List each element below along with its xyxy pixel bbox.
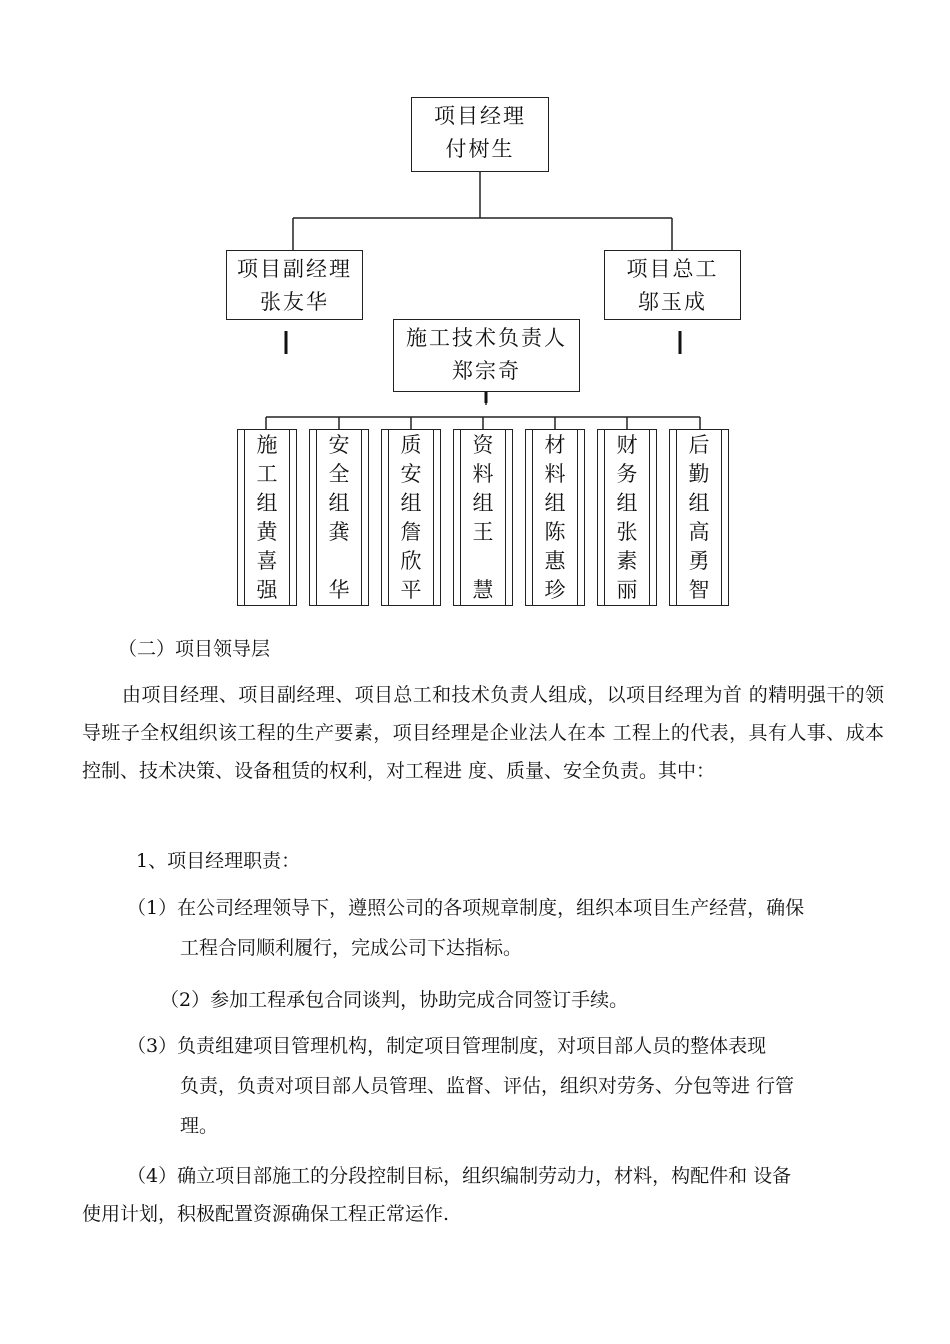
group-char: 组 [328,491,350,515]
group-char: 华 [328,578,350,602]
item-1-line-2: 工程合同顺利履行，完成公司下达指标。 [180,937,523,959]
tech-lead-title: 施工技术负责人 [406,326,567,350]
item-3-line-2: 负责，负责对项目部人员管理、监督、评估，组织对劳务、分包等进 行管 [180,1075,795,1097]
group-char: 惠 [544,549,566,573]
group-char: 勇 [688,549,710,573]
group-char: 料 [472,462,494,486]
group-char: 全 [328,462,350,486]
group-box-quality [381,429,441,606]
group-box-documents [453,429,513,606]
group-char: 平 [400,578,422,602]
duties-heading: 1、项目经理职责： [136,850,301,872]
item-4-line-2: 使用计划，积极配置资源确保工程正常运作. [82,1203,450,1225]
group-char: 组 [256,491,278,515]
item-4-line-1: （4）确立项目部施工的分段控制目标，组织编制劳动力，材料，构配件和 设备 [127,1165,792,1187]
section-heading: （二）项目领导层 [118,638,271,660]
group-char [454,547,512,576]
intro-paragraph: 由项目经理、项目副经理、项目总工和技术负责人组成，以项目经理为首 的精明强干的领导班子全权组织该工程的生产要素，项目经理是企业法人在本 工程上的代表，具有人事、成本控制、技术决策、设备租赁的权利，对工程进 度、质量、安全负责。其中： [82,684,884,782]
item-1-line-1: （1）在公司经理领导下，遵照公司的各项规章制度，组织本项目生产经营，确保 [127,897,805,919]
group-char: 质 [400,433,422,457]
group-char: 智 [688,578,710,602]
group-char: 龚 [328,520,350,544]
group-char: 陈 [544,520,566,544]
group-char: 组 [400,491,422,515]
group-box-finance [597,429,657,606]
org-chart [0,0,950,620]
group-char: 资 [472,433,494,457]
group-char: 后 [688,433,710,457]
group-char: 强 [256,578,278,602]
item-3-line-3: 理。 [180,1115,219,1137]
manager-title: 项目经理 [434,104,526,128]
group-char: 务 [616,462,638,486]
group-char: 工 [256,462,278,486]
manager-name: 付树生 [445,137,515,161]
group-char: 材 [544,433,566,457]
group-char: 施 [256,433,278,457]
group-box-construction [237,429,297,606]
group-char: 财 [616,433,638,457]
group-char: 王 [472,520,494,544]
group-char: 组 [544,491,566,515]
chief-engineer-title: 项目总工 [626,257,719,281]
group-char: 珍 [544,578,566,602]
group-char: 安 [400,462,422,486]
group-char: 料 [544,462,566,486]
group-box-materials [525,429,585,606]
group-char: 欣 [400,549,422,573]
chief-engineer-name: 邬玉成 [638,290,707,314]
group-char: 组 [616,491,638,515]
group-char: 勤 [688,462,710,486]
manager-box [411,97,549,172]
group-char: 慧 [472,578,494,602]
group-char: 喜 [256,549,278,573]
group-char: 黄 [256,520,278,544]
group-char: 张 [616,520,638,544]
group-char: 高 [688,520,710,544]
group-char: 安 [328,433,350,457]
deputy-manager-box [226,250,363,320]
deputy-manager-title: 项目副经理 [237,257,352,281]
group-char: 组 [472,491,494,515]
tech-lead-name: 郑宗奇 [452,359,521,383]
group-char [310,547,368,576]
item-3-line-1: （3）负责组建项目管理机构，制定项目管理制度，对项目部人员的整体表现 [127,1035,767,1057]
chief-engineer-box [604,250,741,320]
group-char: 丽 [616,578,638,602]
group-char: 组 [688,491,710,515]
deputy-manager-name: 张友华 [260,290,329,314]
group-box-logistics [669,429,729,606]
tech-lead-box [393,319,580,392]
item-2: （2）参加工程承包合同谈判，协助完成合同签订手续。 [160,989,629,1011]
group-char: 詹 [400,520,422,544]
group-char: 素 [616,549,638,573]
group-box-safety [309,429,369,606]
